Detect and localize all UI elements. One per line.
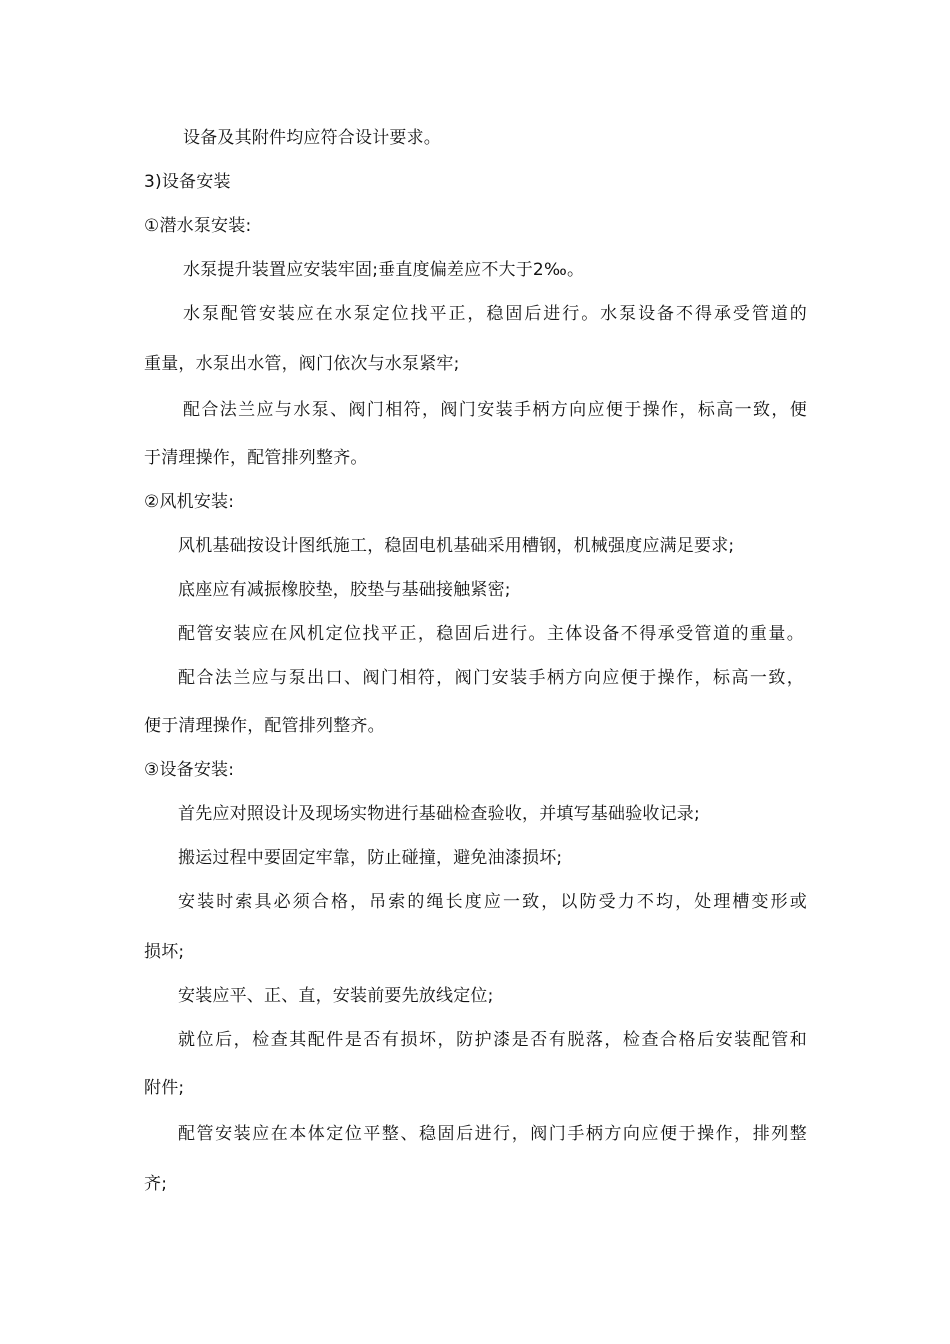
paragraph-line: 重量，水泵出水管，阀门依次与水泵紧牢; (144, 354, 460, 374)
subsection-heading: ①潜水泵安装: (144, 216, 252, 236)
paragraph-line: 损坏; (144, 942, 185, 962)
paragraph-line: 齐; (144, 1174, 168, 1194)
section-heading: 3)设备安装 (144, 172, 231, 192)
paragraph-line: 首先应对照设计及现场实物进行基础检查验收，并填写基础验收记录; (178, 804, 700, 824)
paragraph-line: 安装时索具必须合格，吊索的绳长度应一致，以防受力不均，处理槽变形或 (178, 892, 807, 912)
paragraph-line: 于清理操作，配管排列整齐。 (144, 448, 368, 468)
paragraph-line: 搬运过程中要固定牢靠，防止碰撞，避免油漆损坏; (178, 848, 563, 868)
paragraph-line: 水泵配管安装应在水泵定位找平正，稳固后进行。水泵设备不得承受管道的 (183, 304, 807, 324)
paragraph-line: 就位后，检查其配件是否有损坏，防护漆是否有脱落，检查合格后安装配管和 (178, 1030, 807, 1050)
paragraph-line: 安装应平、正、直，安装前要先放线定位; (178, 986, 494, 1006)
paragraph-line: 便于清理操作，配管排列整齐。 (144, 716, 385, 736)
subsection-heading: ②风机安装: (144, 492, 235, 512)
paragraph-line: 风机基础按设计图纸施工，稳固电机基础采用槽钢，机械强度应满足要求; (178, 536, 735, 556)
paragraph-line: 配管安装应在风机定位找平正，稳固后进行。主体设备不得承受管道的重量。 (178, 624, 804, 644)
paragraph-line: 底座应有减振橡胶垫，胶垫与基础接触紧密; (178, 580, 511, 600)
paragraph-line: 配合法兰应与泵出口、阀门相符，阀门安装手柄方向应便于操作，标高一致， (178, 668, 804, 688)
paragraph-line: 水泵提升装置应安装牢固;垂直度偏差应不大于2‰。 (183, 260, 585, 280)
paragraph-line: 配管安装应在本体定位平整、稳固后进行，阀门手柄方向应便于操作，排列整 (178, 1124, 807, 1144)
paragraph-line: 设备及其附件均应符合设计要求。 (183, 128, 441, 148)
paragraph-line: 配合法兰应与水泵、阀门相符，阀门安装手柄方向应便于操作，标高一致，便 (183, 400, 807, 420)
paragraph-line: 附件; (144, 1078, 185, 1098)
subsection-heading: ③设备安装: (144, 760, 235, 780)
